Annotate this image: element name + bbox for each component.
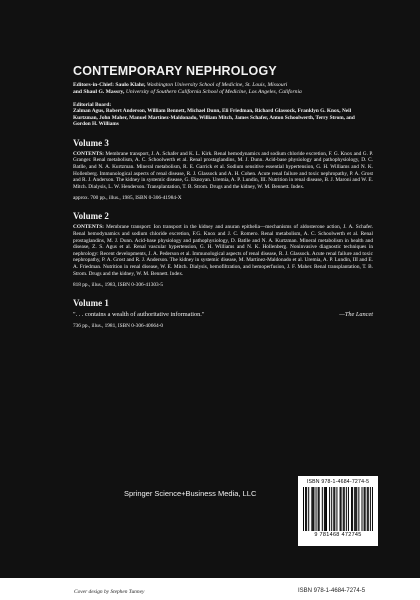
volume-3-contents <box>73 151 373 191</box>
editor-2-affiliation: University of Southern California School of Medicine, Los Angeles, California <box>125 89 302 95</box>
editors-block <box>73 82 373 96</box>
cover-design-credit: Cover design by Stephen Tunney <box>74 589 145 595</box>
isbn-box-label: ISBN 978-1-4684-7274-5 <box>306 479 370 485</box>
isbn-barcode-box <box>298 476 378 546</box>
series-title: CONTEMPORARY NEPHROLOGY <box>73 64 277 78</box>
editor-line-1 <box>73 82 373 89</box>
editor-2-name: and Shaul G. Massry, <box>73 89 125 95</box>
cover-content <box>73 64 373 329</box>
volume-3-info: approx. 700 pp., illus., 1985, ISBN 0-306-41984-X <box>73 195 182 202</box>
volume-3-heading: Volume 3 <box>73 137 109 148</box>
review-quote: ". . . contains a wealth of authoritative information." <box>73 311 205 319</box>
volume-2-heading: Volume 2 <box>73 211 109 222</box>
volume-2-contents <box>73 224 373 277</box>
editorial-board-members: Zalman Agus, Robert Anderson, William Bennett, Michael Dunn, Eli Friedman, Richard Glassock, Franklyn G. Knox, Neil Kurtzman, John Maher, Manuel Martinez-Maldonado, William Mitch, James Schafer, Anton Schoolwerth, Terry Strom, and Gordon H. Williams <box>73 108 355 128</box>
volume-1-heading: Volume 1 <box>73 298 109 309</box>
volume-2-info: 818 pp., illus., 1983, ISBN 0-306-41303-5 <box>73 282 164 289</box>
volume-2-contents-text: Membrane transport: Ion transport in the kidney and anuran epithelia—mechanisms of aldosterone action, J. A. Schafer. Renal hemodynamics and sodium chloride excretion, F.G. Knox and J. C. Romero. Renal metabolism, A. C. Schoolwerth et al. Renal prostaglandins, M. J. Dunn. Acid-base physiology and pathophysiology, D. Batlle and N. A. Kurtzman. Mineral metabolism in health and disease, Z. S. Agus et al. Renal vascular hypertension, G. H. Williams and N. K. Hollenberg. Noninvasive diagnostic techniques in nephrology: Recent developments, J. A. Pederson et al. Immunological aspects of renal disease, R. J. Glassock. Acute renal failure and toxic nephropathy, P. A. Grost and R. J. Anderson. The kidney in systemic disease, M. Martinez-Maldonado et al. Uremia, A. P. Lundin, III and E. A. Friedman. Nutrition in renal disease, W. E. Mitch. Dialysis, hemofiltration, and hemoperfusion, J. F. Maher. Renal transplantation, T. B. Strom. Drugs and the kidney, W. M. Bennett. Index. <box>73 224 374 277</box>
contents-label: CONTENTS: <box>73 150 104 157</box>
volume-1-info: 736 pp., illus., 1981, ISBN 0-306-40664-0 <box>73 323 164 330</box>
editor-1-affiliation: Washington University School of Medicine, St. Louis, Missouri <box>146 82 288 88</box>
contents-label: CONTENTS: <box>73 224 104 231</box>
volume-3-contents-text: Membrane transport, J. A. Schafer and K. L. Kirk. Renal hemodynamics and sodium chloride excretion, F. G. Knox and G. P. Granger. Renal metabolism, A. C. Schoolwerth et al. Renal prostaglandins, M. J. Dunn. Acid-base physiology and pathophysiology, D. C. Batlle, and N. A. Kurtzman. Mineral metabolism, R. E. Garrick et al. Sodium sensitive essential hypertension, G. H. Williams and N. K. Hollenberg. Immunological aspects of renal disease, R. J. Glassock and A. H. Cohen. Acute renal failure and toxic nephropathy, P. A. Grost and R. J. Anderson. The kidney in systemic disease, G. Eknoyan. Uremia, A. P. Lundin, III. Nutrition in renal disease, B. J. Maroni and W. E. Mitch. Dialysis, L. W. Henderson. Transplantation, T. B. Strom. Drugs and the kidney, W. M. Bennett. Index. <box>73 150 373 190</box>
editor-1-name: Editors-in-Chief: Saulo Klahr, <box>73 82 146 88</box>
volume-3 <box>73 138 373 202</box>
volume-1-review <box>73 311 373 318</box>
volume-2 <box>73 211 373 288</box>
volume-1 <box>73 298 373 329</box>
review-source: —The Lancet <box>339 311 373 319</box>
barcode-number: 9 781468 472745 <box>314 532 362 538</box>
editor-line-2 <box>73 89 373 96</box>
barcode-image <box>303 487 373 531</box>
isbn-footer: ISBN 978-1-4684-7274-5 <box>298 588 366 594</box>
publisher-name: Springer Science+Business Media, LLC <box>124 489 257 498</box>
editorial-board-heading: Editorial Board: <box>73 102 112 108</box>
